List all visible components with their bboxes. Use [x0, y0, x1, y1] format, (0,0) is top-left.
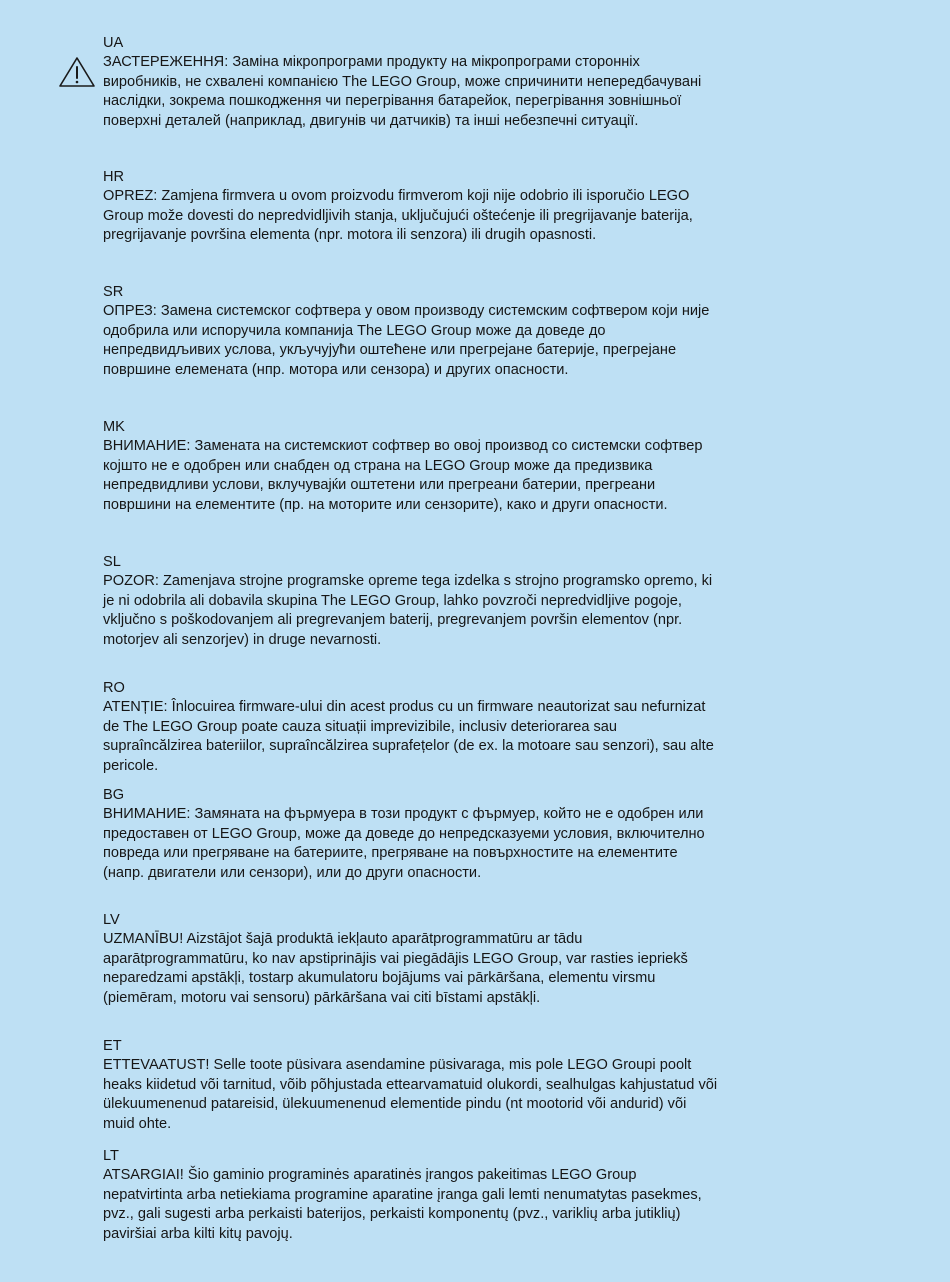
warning-block-et — [103, 1037, 718, 1134]
warning-text: ОПРЕЗ: Замена системског софтвера у овом производу системским софтвером који није одобрила или испоручила компанија The LEGO Group може да доведе до непредвидљивих услова, укључујући оштећене или прегрејане батерије, прегрејане површине елемената (нпр. мотора или сензора) и других опасности. — [103, 303, 710, 378]
warning-block-sr — [103, 283, 718, 380]
warning-text: OPREZ: Zamjena firmvera u ovom proizvodu firmverom koji nije odobrio ili isporučio LEGO Group može dovesti do nepredvidljivih stanja, uključujući oštećenje ili pregrijavanje baterija, pregrijavanje površina elementa (npr. motora ili senzora) ili drugih opasnosti. — [103, 188, 693, 244]
language-code: RO — [103, 680, 125, 696]
warning-text: ЗАСТЕРЕЖЕННЯ: Заміна мікропрограми продукту на мікропрограми сторонніх виробників, не схвалені компанією The LEGO Group, може спричинити непередбачувані наслідки, зокрема пошкодження чи перегрівання батарейок, перегрівання зовнішньої поверхні деталей (наприклад, двигунів чи датчиків) та інші небезпечні ситуації. — [103, 54, 702, 129]
warning-block-lt — [103, 1147, 718, 1244]
language-code: ET — [103, 1038, 122, 1054]
warning-block-lv — [103, 911, 718, 1008]
warning-text: ETTEVAATUST! Selle toote püsivara asendamine püsivaraga, mis pole LEGO Groupi poolt heaks kiidetud või tarnitud, võib põhjustada ettearvamatuid olukordi, sealhulgas kahjustatud või ülekuumenenud patareisid, ülekuumenenud elementide pindu (nt mootorid või andurid) või muid ohte. — [103, 1057, 718, 1132]
warning-block-ro — [103, 679, 718, 776]
warning-block-mk — [103, 418, 718, 515]
language-code: BG — [103, 787, 125, 803]
warning-triangle-icon — [58, 56, 96, 88]
warning-text: POZOR: Zamenjava strojne programske opreme tega izdelka s strojno programsko opremo, ki je ni odobrila ali dobavila skupina The LEGO Group, lahko povzroči nepredvidljive pogoje, vključno s poškodovanjem ali pregrevanjem baterij, pregrevanjem površin elementov (npr. motorjev ali senzorjev) in druge nevarnosti. — [103, 573, 713, 648]
warning-block-ua — [103, 34, 718, 131]
language-code: MK — [103, 419, 125, 435]
language-code: SR — [103, 284, 124, 300]
warning-block-sl — [103, 553, 718, 650]
warning-block-hr — [103, 168, 718, 246]
language-code: UA — [103, 35, 124, 51]
warning-text: ATSARGIAI! Šio gaminio programinės aparatinės įrangos pakeitimas LEGO Group nepatvirtinta arba netiekiama programine aparatine įranga gali lemti nenumatytas pasekmes, pvz., gali sugesti arba perkaisti baterijos, perkaisti komponentų (pvz., variklių arba jutiklių) paviršiai arba kilti kitų pavojų. — [103, 1167, 702, 1242]
language-code: LT — [103, 1148, 119, 1164]
language-code: HR — [103, 169, 125, 185]
warning-text: ВНИМАНИЕ: Замената на системскиот софтвер во овој производ со системски софтвер којшто не е одобрен или снабден од страна на LEGO Group може да предизвика непредвидливи услови, вклучувајќи оштетени или прегреани батерии, прегреани површини на елементите (пр. на моторите или сензорите), како и други опасности. — [103, 438, 703, 513]
warning-block-bg — [103, 786, 718, 883]
language-code: SL — [103, 554, 121, 570]
warning-text: UZMANĪBU! Aizstājot šajā produktā iekļauto aparātprogrammatūru ar tādu aparātprogrammatūru, ko nav apstiprinājis vai piegādājis LEGO Group, var rasties iepriekš neparedzami apstākļi, tostarp akumulatoru bojājums vai pārkāršana, elementu virsmu (piemēram, motoru vai sensoru) pārkāršana vai citi bīstami apstākļi. — [103, 931, 688, 1006]
language-code: LV — [103, 912, 120, 928]
warning-text: ATENȚIE: Înlocuirea firmware-ului din acest produs cu un firmware neautorizat sau nefurnizat de The LEGO Group poate cauza situații imprevizibile, inclusiv deteriorarea sau supraîncălzirea bateriilor, supraîncălzirea suprafețelor (de ex. la motoare sau senzori), sau alte pericole. — [103, 699, 714, 774]
warning-text: ВНИМАНИЕ: Замяната на фърмуера в този продукт с фърмуер, който не е одобрен или предоставен от LEGO Group, може да доведе до непредсказуеми условия, включително повреда или прегряване на батериите, прегряване на повърхностите на елементите (напр. двигатели или сензори), или до други опасности. — [103, 806, 705, 881]
